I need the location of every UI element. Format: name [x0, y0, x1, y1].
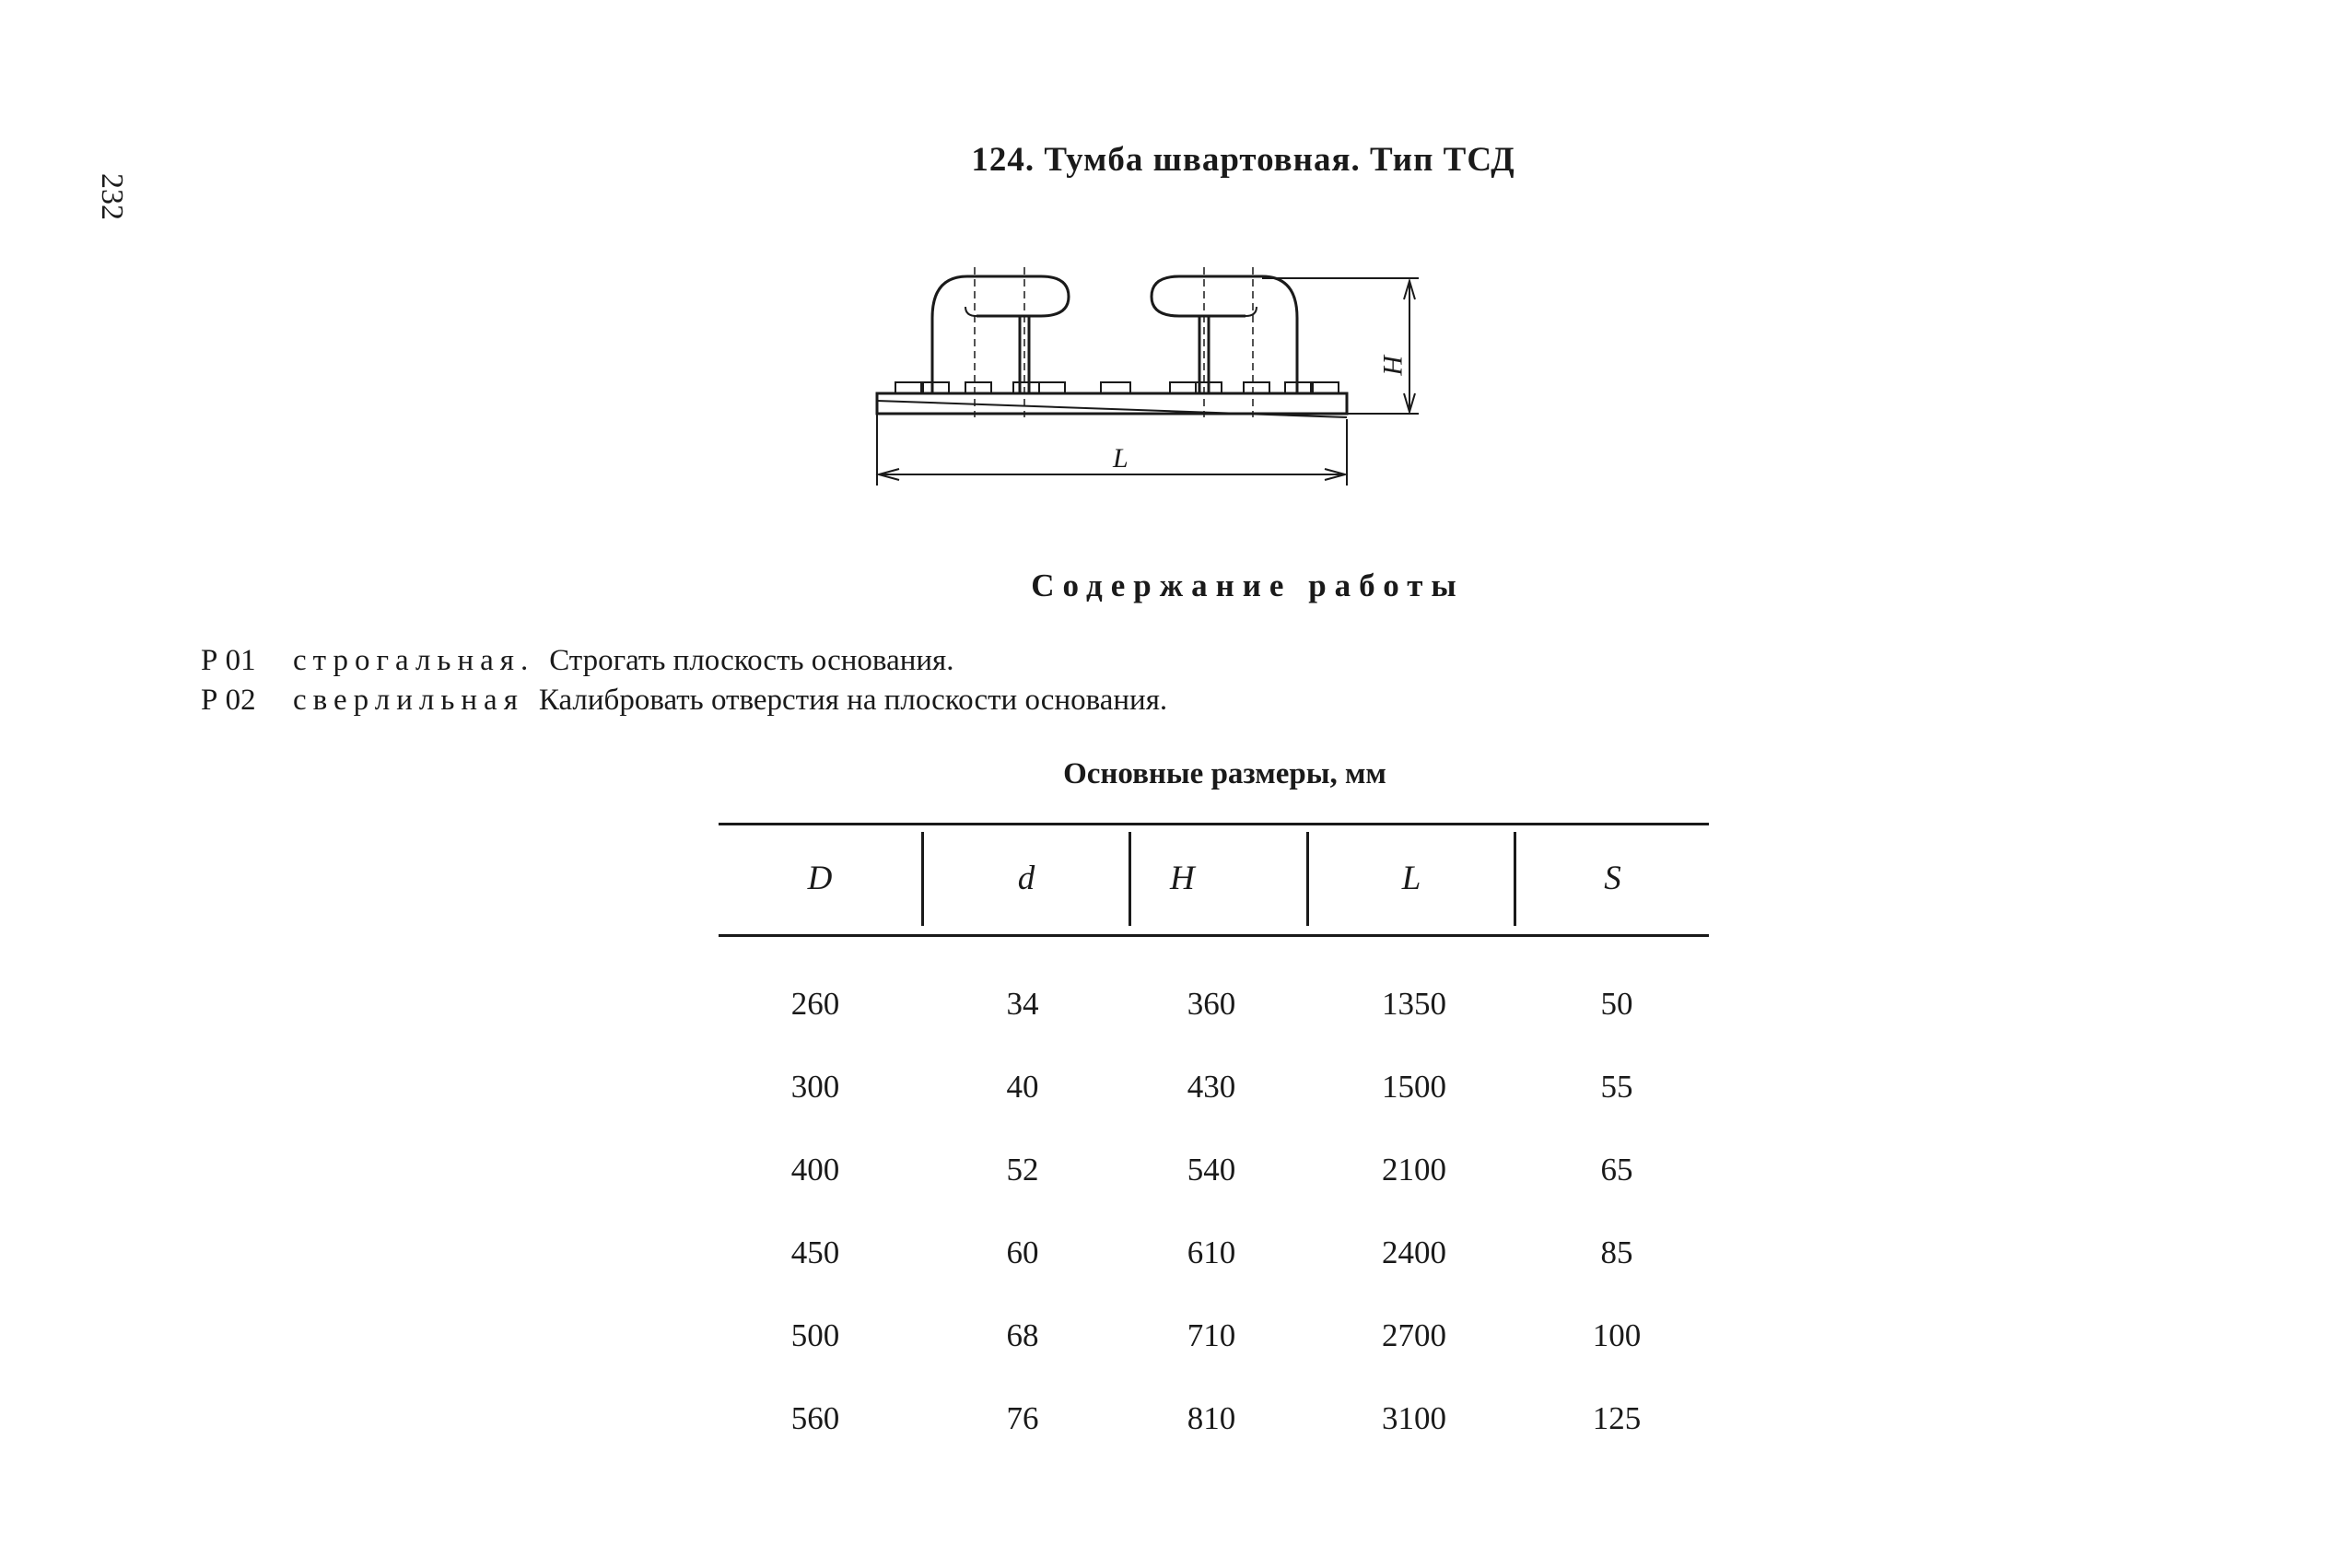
table-cell: 430 — [1187, 1069, 1236, 1105]
table-cell: 300 — [790, 1069, 840, 1105]
table-cell: 400 — [790, 1152, 840, 1188]
table-cell: 260 — [790, 986, 840, 1022]
operation-text: Калибровать отверстия на плоскости основания. — [538, 684, 1168, 717]
table-cell: 560 — [790, 1400, 840, 1436]
operation-item — [201, 681, 1167, 720]
table-row — [719, 1400, 1709, 1483]
bolts — [895, 382, 1339, 393]
table-cell: 1500 — [1382, 1069, 1446, 1105]
header-cell: L — [1401, 859, 1421, 897]
table-cell: 3100 — [1382, 1400, 1446, 1436]
operation-code: Р 02 — [201, 684, 256, 717]
table-cell: 810 — [1187, 1400, 1236, 1436]
height-label: H — [1377, 355, 1408, 375]
table-cell: 2100 — [1382, 1152, 1446, 1188]
header-cell: d — [1017, 859, 1035, 897]
operations-list — [201, 641, 1167, 720]
left-post — [932, 276, 1069, 393]
table-cell: 52 — [1006, 1152, 1039, 1188]
table-cell: 710 — [1187, 1317, 1236, 1353]
operation-code: Р 01 — [201, 644, 256, 677]
operation-name: строгальная. — [293, 644, 535, 677]
table-row — [719, 1152, 1709, 1235]
table-cell: 100 — [1592, 1317, 1642, 1353]
page-title: 124. Тумба швартовная. Тип ТСД — [971, 141, 1515, 179]
table-cell: 360 — [1187, 986, 1236, 1022]
length-label: L — [1113, 443, 1129, 474]
table-caption: Основные размеры, мм — [1063, 757, 1386, 790]
table-cell: 450 — [790, 1235, 840, 1270]
table-cell: 34 — [1006, 986, 1039, 1022]
operation-name: сверлильная — [293, 684, 524, 717]
table-row — [719, 1235, 1709, 1317]
table-cell: 65 — [1600, 1152, 1633, 1188]
operation-text: Строгать плоскость основания. — [549, 644, 954, 677]
bollard-drawing — [866, 263, 1437, 502]
table-cell: 50 — [1600, 986, 1633, 1022]
section-title: Содержание работы — [1031, 568, 1465, 603]
table-cell: 500 — [790, 1317, 840, 1353]
table-cell: 125 — [1592, 1400, 1642, 1436]
table-row — [719, 1317, 1709, 1400]
page-number: 232 — [95, 173, 129, 220]
table-cell: 2400 — [1382, 1235, 1446, 1270]
header-cell: D — [807, 859, 833, 897]
right-post — [1152, 276, 1297, 393]
table-row — [719, 986, 1709, 1069]
table-cell: 85 — [1600, 1235, 1633, 1270]
header-cell: S — [1604, 859, 1621, 897]
table-cell: 40 — [1006, 1069, 1039, 1105]
table-cell: 540 — [1187, 1152, 1236, 1188]
table-row — [719, 1069, 1709, 1152]
table-cell: 76 — [1006, 1400, 1039, 1436]
header-cell: H — [1170, 859, 1195, 897]
table-cell: 610 — [1187, 1235, 1236, 1270]
table-cell: 55 — [1600, 1069, 1633, 1105]
table-cell: 60 — [1006, 1235, 1039, 1270]
table-cell: 1350 — [1382, 986, 1446, 1022]
table-header-rule — [719, 934, 1709, 937]
operation-item — [201, 641, 1167, 681]
table-cell: 68 — [1006, 1317, 1039, 1353]
table-cell: 2700 — [1382, 1317, 1446, 1353]
